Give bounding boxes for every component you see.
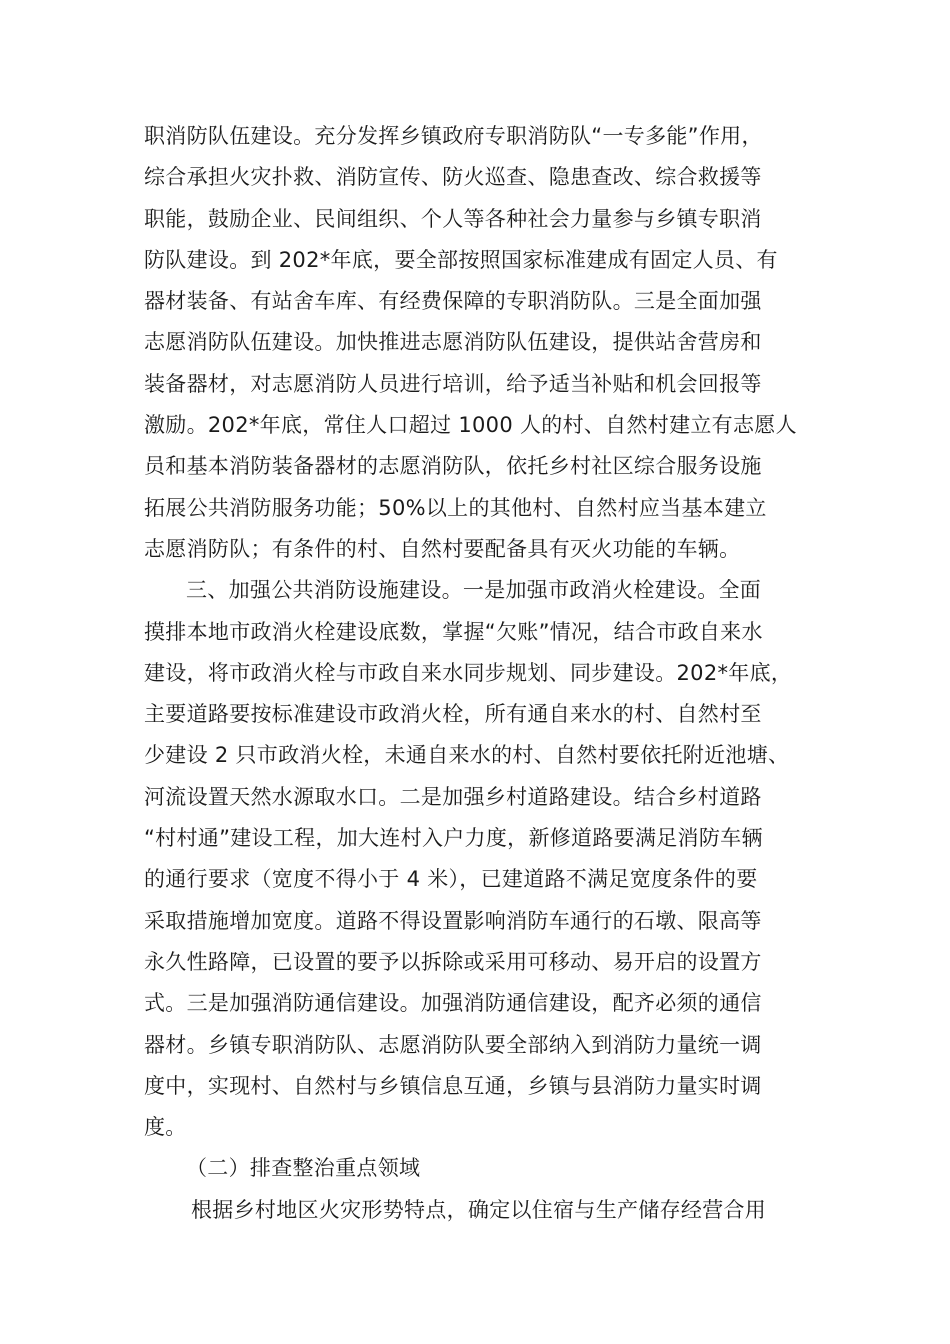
text-line: 职能，鼓励企业、民间组织、个人等各种社会力量参与乡镇专职消 (144, 206, 762, 231)
subsection-heading: （二）排查整治重点领域 (186, 1156, 421, 1181)
text-line: 的通行要求（宽度不得小于 4 米），已建道路不满足宽度条件的要 (144, 867, 758, 892)
text-line: 建设，将市政消火栓与市政自来水同步规划、同步建设。202*年底， (144, 660, 793, 685)
text-line: 根据乡村地区火灾形势特点，确定以住宿与生产储存经营合用 (191, 1197, 767, 1222)
text-line: 综合承担火灾扑救、消防宣传、防火巡查、隐患查改、综合救援等 (144, 165, 762, 190)
text-line: 永久性路障，已设置的要予以拆除或采用可移动、易开启的设置方 (144, 949, 762, 974)
text-line: 器材装备、有站舍车库、有经费保障的专职消防队。三是全面加强 (144, 289, 762, 314)
text-line: 度中，实现村、自然村与乡镇信息互通，乡镇与县消防力量实时调 (144, 1073, 762, 1098)
text-line: “村村通”建设工程，加大连村入户力度，新修道路要满足消防车辆 (144, 826, 763, 851)
text-line: 器材。乡镇专职消防队、志愿消防队要全部纳入到消防力量统一调 (144, 1032, 762, 1057)
text-line: 度。 (144, 1115, 187, 1140)
text-line: 志愿消防队伍建设。加快推进志愿消防队伍建设，提供站舍营房和 (144, 330, 762, 355)
text-line: 主要道路要按标准建设市政消火栓，所有通自来水的村、自然村至 (144, 702, 762, 727)
text-line: 拓展公共消防服务功能；50%以上的其他村、自然村应当基本建立 (144, 495, 767, 520)
text-line: 采取措施增加宽度。道路不得设置影响消防车通行的石墩、限高等 (144, 908, 762, 933)
text-line: 河流设置天然水源取水口。二是加强乡村道路建设。结合乡村道路 (144, 784, 762, 809)
text-line: 志愿消防队；有条件的村、自然村要配备具有灭火功能的车辆。 (144, 536, 741, 561)
text-line: 摸排本地市政消火栓建设底数，掌握“欠账”情况，结合市政自来水 (144, 619, 763, 644)
text-line: 装备器材，对志愿消防人员进行培训，给予适当补贴和机会回报等 (144, 371, 762, 396)
document-body (144, 116, 824, 1231)
section-heading-line: 三、加强公共消防设施建设。一是加强市政消火栓建设。全面 (186, 578, 762, 603)
text-line: 激励。202*年底，常住人口超过 1000 人的村、自然村建立有志愿人 (144, 413, 797, 438)
text-line: 防队建设。到 202*年底，要全部按照国家标准建成有固定人员、有 (144, 247, 778, 272)
text-line: 职消防队伍建设。充分发挥乡镇政府专职消防队“一专多能”作用， (144, 124, 763, 148)
text-line: 少建设 2 只市政消火栓，未通自来水的村、自然村要依托附近池塘、 (144, 743, 790, 768)
text-line: 式。三是加强消防通信建设。加强消防通信建设，配齐必须的通信 (144, 991, 762, 1016)
text-line: 员和基本消防装备器材的志愿消防队，依托乡村社区综合服务设施 (144, 454, 762, 479)
